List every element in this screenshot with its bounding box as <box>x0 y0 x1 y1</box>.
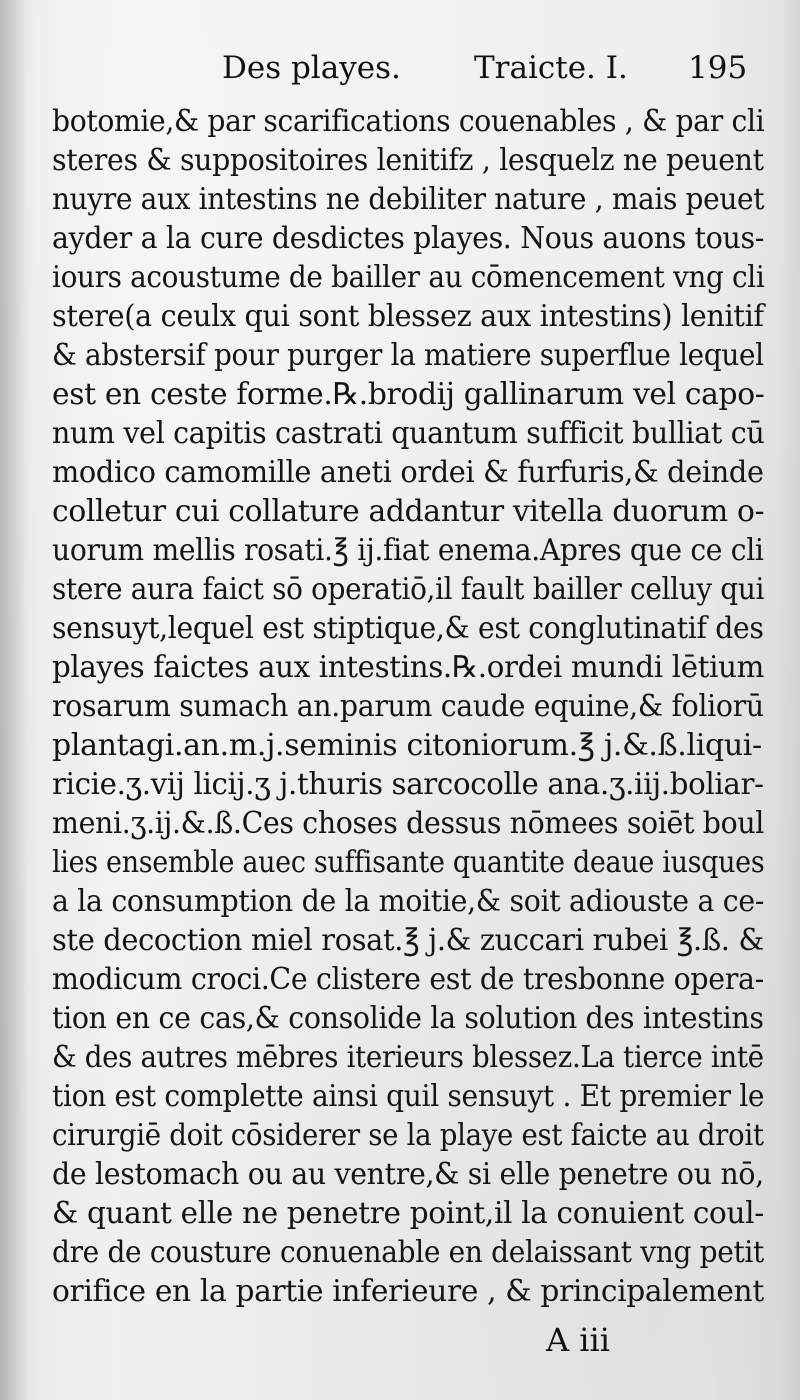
text-line: est en ceste forme.℞.brodij gallinarum vel capo- <box>52 377 765 412</box>
text-line: ayder a la cure desdictes playes. Nous auons tous- <box>52 221 764 256</box>
running-header <box>0 44 800 92</box>
text-line: uorum mellis rosati.℥ ij.fiat enema.Apres que ce cli <box>52 533 764 568</box>
gutter-shadow <box>0 0 28 1400</box>
text-line: orifice en la partie inferieure , & principalement <box>52 1274 764 1309</box>
text-line: rosarum sumach an.parum caude equine,& foliorū <box>52 689 764 724</box>
text-line: playes faictes aux intestins.℞.ordei mundi lētium <box>52 650 765 685</box>
text-line: nuyre aux intestins ne debiliter nature , mais peuet <box>52 182 765 217</box>
body-text <box>52 102 764 1311</box>
text-line: cirurgiē doit cōsiderer se la playe est faicte au droit <box>52 1118 764 1153</box>
text-line: ricie.ʒ.vij licij.ʒ j.thuris sarcocolle ana.ʒ.iij.boliar- <box>52 767 764 802</box>
text-line: & des autres mēbres iterieurs blessez.La tierce intē <box>52 1040 764 1075</box>
text-line: modicum croci.Ce clistere est de tresbonne opera- <box>52 962 764 997</box>
text-line: & quant elle ne penetre point,il la conuient coul- <box>52 1196 764 1231</box>
text-line: a la consumption de la moitie,& soit adiouste a ce- <box>52 884 765 919</box>
text-line: steres & suppositoires lenitifz , lesquelz ne peuent <box>52 143 764 178</box>
text-line: ste decoction miel rosat.℥ j.& zuccari rubei ℥.ß. & <box>52 923 764 958</box>
text-line: tion en ce cas,& consolide la solution des intestins <box>52 1001 764 1036</box>
header-left-title: Des playes. <box>222 50 401 86</box>
text-line: stere aura faict sō operatiō,il fault bailler celluy qui <box>52 572 765 607</box>
text-line: stere(a ceulx qui sont blessez aux intestins) lenitif <box>52 299 764 334</box>
text-line: colletur cui collature addantur vitella duorum o- <box>52 494 765 529</box>
header-right-title: Traicte. I. <box>474 50 628 86</box>
text-line: botomie,& par scarifications couenables , & par cli <box>52 104 765 139</box>
text-line: meni.ʒ.ij.&.ß.Ces choses dessus nōmees soiēt boul <box>52 806 765 841</box>
page-number: 195 <box>688 50 748 86</box>
text-line: tion est complette ainsi quil sensuyt . Et premier le <box>52 1079 765 1114</box>
text-line: plantagi.an.m.j.seminis citoniorum.℥ j.&.ß.liqui- <box>52 728 762 763</box>
text-line: sensuyt,lequel est stiptique,& est conglutinatif des <box>52 611 764 646</box>
signature-mark: A iii <box>546 1321 610 1359</box>
text-line: num vel capitis castrati quantum sufficit bulliat cū <box>52 416 765 451</box>
text-line: de lestomach ou au ventre,& si elle penetre ou nō, <box>52 1157 764 1192</box>
text-line: modico camomille aneti ordei & furfuris,& deinde <box>52 455 764 490</box>
text-line: iours acoustume de bailler au cōmencement vng cli <box>52 260 765 295</box>
text-line: & abstersif pour purger la matiere superflue lequel <box>52 338 764 373</box>
text-line: lies ensemble auec suffisante quantite deaue iusques <box>52 845 765 880</box>
text-line: dre de cousture conuenable en delaissant vng petit <box>52 1235 764 1270</box>
